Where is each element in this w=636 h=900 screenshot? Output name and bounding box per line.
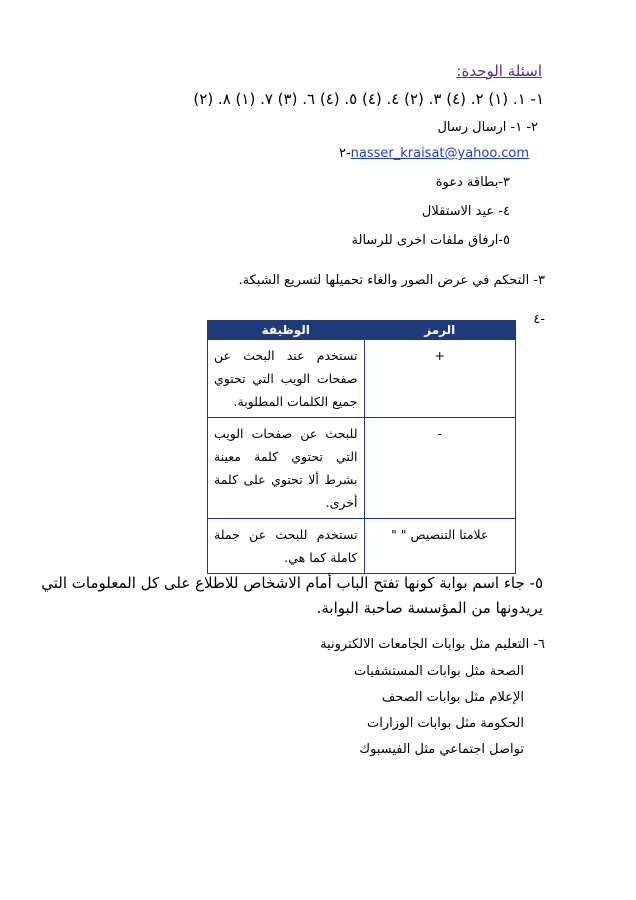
q4-label: ٤-: [533, 312, 545, 327]
header-function: الوظيفة: [208, 321, 365, 340]
q2-line-4: ٤- عيد الاستقلال: [421, 204, 510, 219]
cell-function: للبحث عن صفحات الويب التي تحتوي كلمة معينة بشرط ألا تحتوي على كلمة أخرى.: [208, 418, 365, 519]
table-row: [208, 418, 516, 519]
cell-function: تستخدم للبحث عن جملة كاملة كما هي.: [208, 519, 365, 574]
q6-line-3: الإعلام مثل بوابات الصحف: [381, 690, 524, 705]
table-header-row: [208, 321, 516, 340]
q3-answer: ٣- التحكم في عرض الصور والغاء تحميلها لتسريع الشبكة.: [238, 273, 545, 288]
cell-symbol: +: [364, 340, 516, 418]
cell-symbol: علامتا التنصيص " ": [364, 519, 516, 574]
q6-line-2: الصحة مثل بوابات المستشفيات: [353, 664, 524, 679]
cell-function: تستخدم عند البحث عن صفحات الويب التي تحتوي جميع الكلمات المطلوبة.: [208, 340, 365, 418]
q2-line-2: [339, 147, 529, 160]
table-row: [208, 519, 516, 574]
q5-line-1: ٥- جاء اسم بوابة كونها تفتح الباب أمام الاشخاص للاطلاع على كل المعلومات التي: [41, 574, 543, 592]
q6-line-5: تواصل اجتماعي مثل الفيسبوك: [359, 742, 524, 757]
q2-line-3: ٣-بطاقة دعوة: [435, 175, 510, 190]
q1-answers: ١- ١. (١) ٢. (٤) ٣. (٢) ٤. (٤) ٥. (٤) ٦. (٣) ٧. (١) ٨. (٢): [193, 90, 544, 108]
q6-line-1: ٦- التعليم مثل بوابات الجامعات الالكترونية: [320, 637, 545, 652]
cell-symbol: -: [364, 418, 516, 519]
q5-line-2: يريدونها من المؤسسة صاحبة البوابة.: [316, 599, 543, 617]
email-link[interactable]: nasser_kraisat@yahoo.com: [350, 146, 529, 161]
q2-line-5: ٥-ارفاق ملفات اخرى للرسالة: [351, 233, 510, 248]
q2-line-1: ٢- ١- ارسال رسال: [437, 120, 538, 135]
header-symbol: الرمز: [364, 321, 516, 340]
symbols-table: [207, 320, 516, 574]
q6-line-4: الحكومة مثل بوابات الوزارات: [367, 716, 524, 731]
page-title: اسئلة الوحدة:: [456, 62, 542, 80]
q2-line-2-prefix: ٢-: [338, 146, 351, 161]
table-row: [208, 340, 516, 418]
